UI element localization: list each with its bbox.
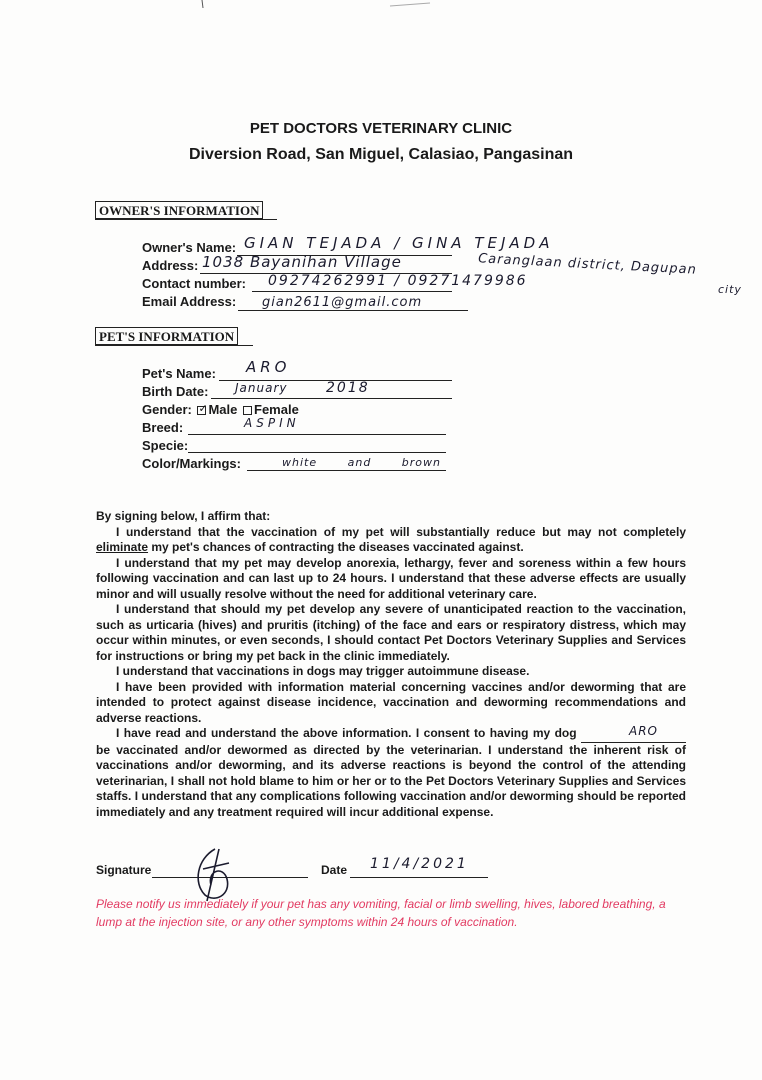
birth-date-line <box>211 398 452 399</box>
clinic-address: Diversion Road, San Miguel, Calasiao, Pangasinan <box>188 146 574 163</box>
birth-date-label: Birth Date: <box>142 384 209 399</box>
color-label: Color/Markings: <box>142 456 241 471</box>
address-extra: Caranglaan district, Dagupan <box>477 251 698 278</box>
gender-field <box>142 402 299 417</box>
contact-line <box>252 291 452 292</box>
email-line <box>238 310 468 311</box>
email-value: gian2611@gmail.com <box>262 295 423 310</box>
email-label: Email Address: <box>142 294 237 309</box>
contact-label: Contact number: <box>142 276 246 291</box>
contact-value: 09274262991 / 09271479986 <box>268 273 528 289</box>
consent-intro: By signing below, I affirm that: <box>96 509 271 523</box>
consent-text <box>96 509 686 820</box>
birth-year-value: 2018 <box>326 380 370 396</box>
dog-name-blank <box>581 726 686 743</box>
breed-line <box>188 434 446 435</box>
specie-line <box>188 452 446 453</box>
color-line <box>247 470 446 471</box>
birth-month-value: January <box>235 381 288 395</box>
owner-section-heading: OWNER'S INFORMATION <box>95 201 263 219</box>
pet-name-label: Pet's Name: <box>142 366 216 381</box>
gender-label: Gender: <box>142 402 192 417</box>
pet-name-value: ARO <box>246 358 291 376</box>
owner-heading-underline <box>95 219 277 220</box>
scan-mark-top <box>190 0 440 12</box>
date-value: 11/4/2021 <box>370 856 469 872</box>
consent-paragraph-6: I have read and understand the above information. I consent to having my dog ARO be vaccinated and/or dewormed as directed by the veterinarian. I understand the inherent risk of vaccinations and/or deworming, and its adverse reactions is beyond the control of the attending veterinarian, I shall not hold blame to him or her or to the Pet Doctors Veterinary Supplies and Services staffs. I understand that any complications following vaccination and/or deworming should be reported immediately and any treatment required will incur additional expense. <box>96 724 686 819</box>
owner-name-label: Owner's Name: <box>142 240 237 255</box>
address-value: 1038 Bayanihan Village <box>202 253 402 271</box>
owner-name-value: GIAN TEJADA / GINA TEJADA <box>244 234 554 252</box>
consent-paragraph-1: I understand that the vaccination of my pet will substantially reduce but may not completely eliminate my pet's chances of contracting the diseases vaccinated against. <box>96 524 686 554</box>
breed-value: ASPIN <box>244 416 300 430</box>
male-label: Male <box>208 402 238 417</box>
pet-heading-underline <box>95 345 253 346</box>
address-city: city <box>718 283 742 296</box>
female-label: Female <box>254 402 299 417</box>
signature-label: Signature <box>96 863 152 877</box>
consent-paragraph-5: I have been provided with information material concerning vaccines and/or deworming that are intended to protect against disease incidence, vaccination and deworming recommendations and adverse reactions. <box>96 679 686 725</box>
female-checkbox[interactable] <box>243 406 252 415</box>
date-line[interactable] <box>350 877 488 878</box>
specie-label: Specie: <box>142 438 189 453</box>
date-label: Date <box>321 863 348 877</box>
consent-paragraph-4: I understand that vaccinations in dogs may trigger autoimmune disease. <box>116 664 530 678</box>
breed-label: Breed: <box>142 420 184 435</box>
clinic-name: PET DOCTORS VETERINARY CLINIC <box>249 120 513 137</box>
pet-section-heading: PET'S INFORMATION <box>95 327 238 345</box>
consent-paragraph-2: I understand that my pet may develop anorexia, lethargy, fever and soreness within a few hours following vaccination and can last up to 24 hours. I understand that these adverse effects are usually minor and will usually resolve without the need for additional veterinary care. <box>96 555 686 601</box>
consent-paragraph-3: I understand that should my pet develop any severe of unanticipated reaction to the vaccination, such as urticaria (hives) and pruritis (itching) of the face and ears or respiratory distress, which may occur within minutes, or even seconds, I should contact Pet Doctors Veterinary Supplies and Services for instructions or bring my pet back in the clinic immediately. <box>96 602 686 663</box>
address-label: Address: <box>142 258 199 273</box>
dog-name-value: ARO <box>629 724 658 738</box>
color-value: white and brown <box>282 456 441 469</box>
aftercare-note: Please notify us immediately if your pet has any vomiting, facial or limb swelling, hives, labored breathing, a lump at the injection site, or any other symptoms within 24 hours of vaccination. <box>96 897 666 929</box>
male-checkbox[interactable] <box>197 406 206 415</box>
